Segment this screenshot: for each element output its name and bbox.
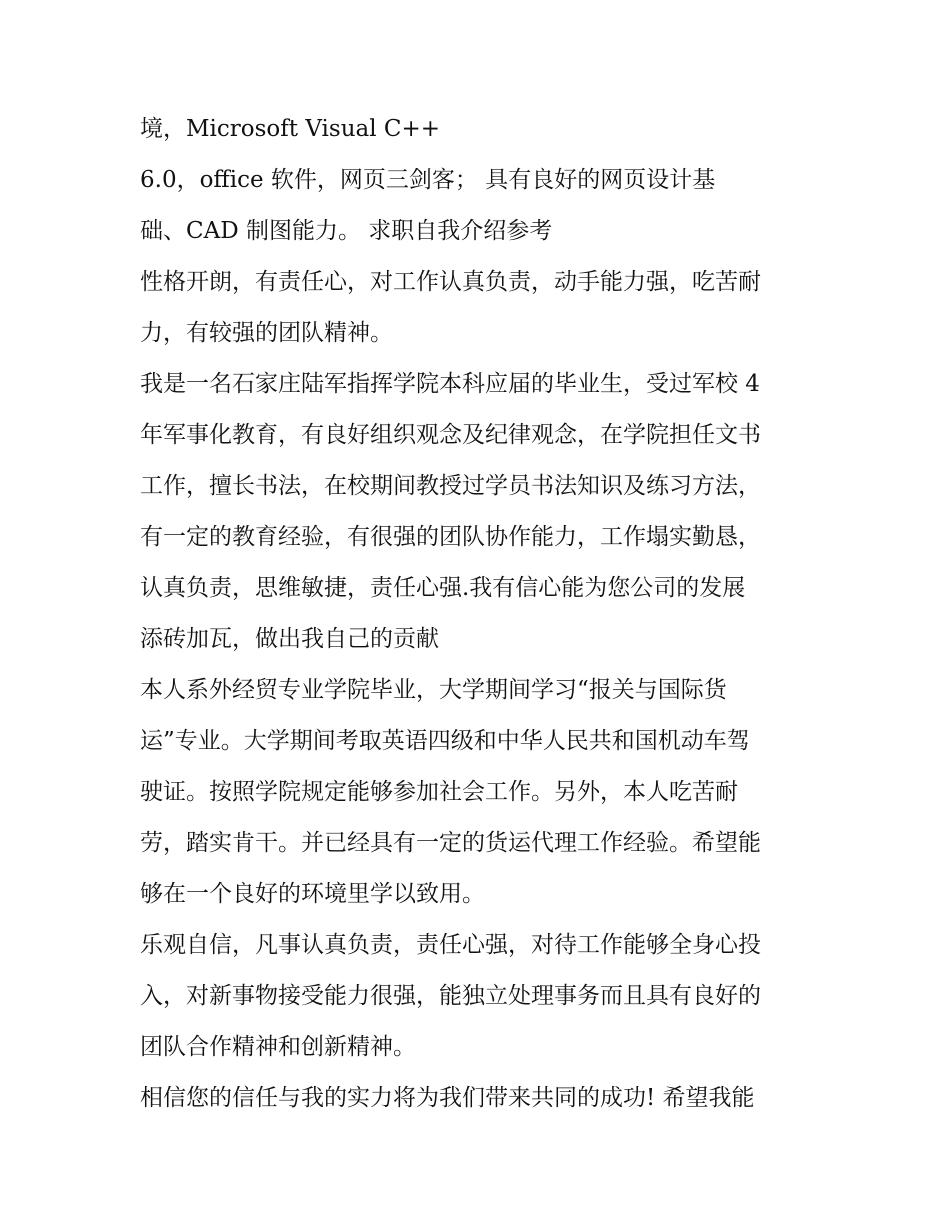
text-line: 性格开朗，有责任心，对工作认真负责，动手能力强，吃苦耐: [140, 269, 761, 295]
text-line: 有一定的教育经验，有很强的团队协作能力，工作塌实勤恳，: [140, 524, 761, 550]
text-line: 运”专业。大学期间考取英语四级和中华人民共和国机动车驾: [140, 728, 750, 754]
text-line: 本人系外经贸专业学院毕业，大学期间学习“报关与国际货: [140, 677, 727, 703]
text-line: 年军事化教育，有良好组织观念及纪律观念，在学院担任文书: [140, 422, 761, 448]
text-line: 我是一名石家庄陆军指挥学院本科应届的毕业生，受过军校 4: [140, 371, 760, 397]
text-line: 乐观自信，凡事认真负责，责任心强，对待工作能够全身心投: [140, 932, 761, 958]
text-line: 入，对新事物接受能力很强，能独立处理事务而且具有良好的: [140, 983, 761, 1009]
text-line: 相信您的信任与我的实力将为我们带来共同的成功! 希望我能: [140, 1085, 755, 1111]
text-line: 境，Microsoft Visual C++: [140, 116, 441, 142]
text-line: 认真负责，思维敏捷，责任心强.我有信心能为您公司的发展: [140, 575, 746, 601]
text-line: 添砖加瓦，做出我自己的贡献: [140, 626, 439, 652]
text-line: 劳，踏实肯干。并已经具有一定的货运代理工作经验。希望能: [140, 830, 761, 856]
text-line: 工作，擅长书法，在校期间教授过学员书法知识及练习方法，: [140, 473, 761, 499]
text-line: 够在一个良好的环境里学以致用。: [140, 881, 485, 907]
text-line: 力，有较强的团队精神。: [140, 320, 393, 346]
document-body: [140, 104, 820, 1124]
text-line: 6.0，office 软件，网页三剑客； 具有良好的网页设计基: [140, 167, 716, 193]
text-line: 驶证。按照学院规定能够参加社会工作。另外，本人吃苦耐: [140, 779, 738, 805]
text-line: 础、CAD 制图能力。 求职自我介绍参考: [140, 218, 553, 244]
text-line: 团队合作精神和创新精神。: [140, 1034, 416, 1060]
